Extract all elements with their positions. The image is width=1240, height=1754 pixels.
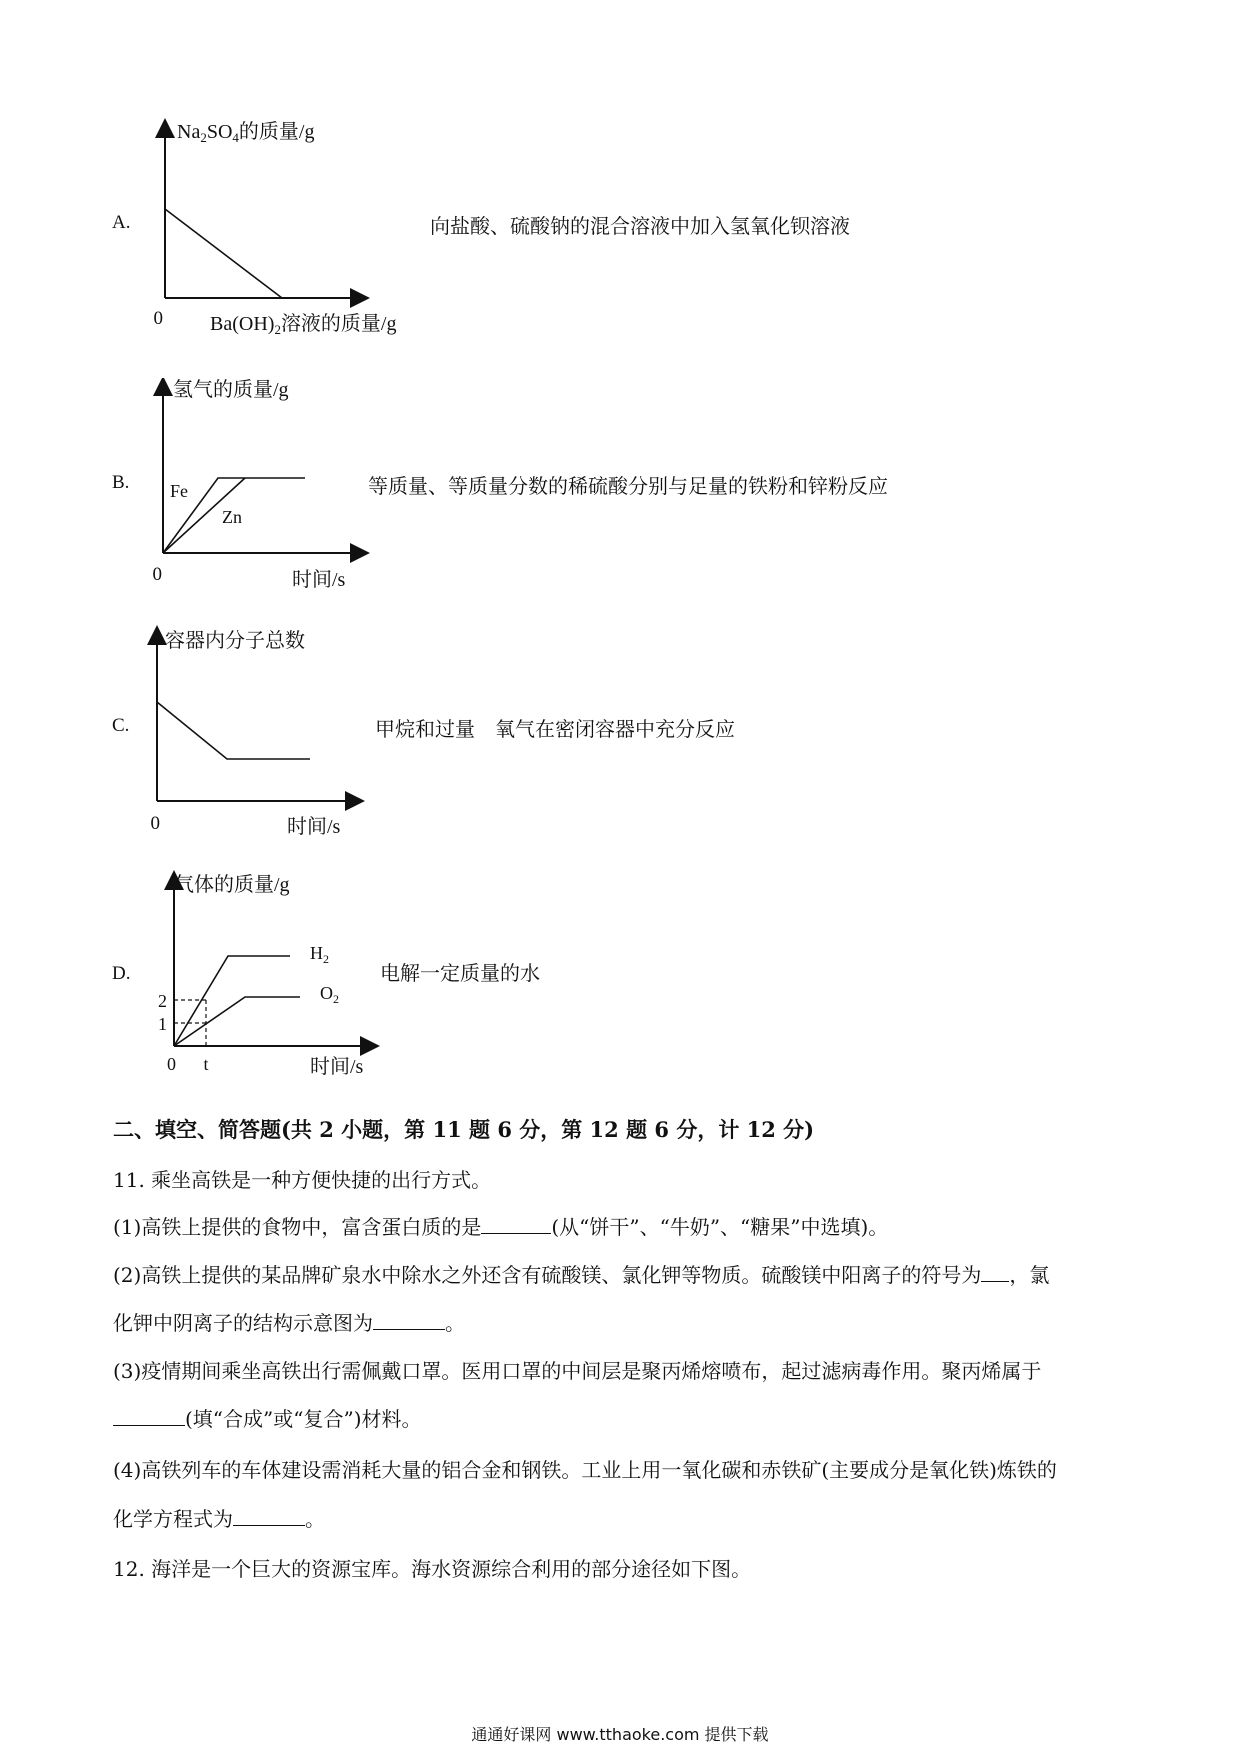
option-b-letter: B. xyxy=(112,472,130,493)
q11-part4-line1: (4)高铁列车的车体建设需消耗大量的铝合金和钢铁。工业上用一氧化碳和赤铁矿(主要成分是氧化铁)炼铁的 xyxy=(113,1458,1057,1482)
q11-part1 xyxy=(113,1214,888,1240)
q11-part1-text-b: (从“饼干”、“牛奶”、“糖果”中选填)。 xyxy=(551,1215,889,1239)
data-line xyxy=(165,209,282,298)
q11-part4-line2 xyxy=(113,1506,325,1532)
x-axis-label: 时间/s xyxy=(287,816,341,838)
option-c-letter: C. xyxy=(112,715,130,736)
q11-part2-text-b: ，氯 xyxy=(1009,1263,1050,1287)
y-axis-label: 容器内分子总数 xyxy=(165,630,305,652)
origin-label: 0 xyxy=(152,564,162,585)
q11-part1-text-a: (1)高铁上提供的食物中，富含蛋白质的是 xyxy=(113,1215,482,1239)
o2-line xyxy=(174,997,300,1046)
answer-blank[interactable] xyxy=(233,1507,305,1526)
answer-blank[interactable] xyxy=(481,1215,551,1234)
q11-stem: 11. 乘坐高铁是一种方便快捷的出行方式。 xyxy=(113,1168,492,1192)
section-heading: 二、填空、简答题(共 2 小题，第 11 题 6 分，第 12 题 6 分，计 12 分) xyxy=(113,1117,815,1142)
q12-stem: 12. 海洋是一个巨大的资源宝库。海水资源综合利用的部分途径如下图。 xyxy=(113,1557,752,1581)
graph-a xyxy=(140,118,440,338)
q11-part3-text-b: (填“合成”或“复合”)材料。 xyxy=(185,1407,422,1431)
series-label-o2: $O_2$ xyxy=(320,983,339,1006)
answer-blank[interactable] xyxy=(373,1311,445,1330)
answer-blank[interactable] xyxy=(113,1407,185,1426)
series-label-fe: Fe xyxy=(170,481,188,501)
q11-part3-line1: (3)疫情期间乘坐高铁出行需佩戴口罩。医用口罩的中间层是聚丙烯熔喷布，起过滤病毒作用。聚丙烯属于 xyxy=(113,1359,1042,1383)
option-d-letter: D. xyxy=(112,963,131,984)
option-a-description: 向盐酸、硫酸钠的混合溶液中加入氢氧化钡溶液 xyxy=(430,214,850,238)
y-tick-1: 1 xyxy=(158,1014,167,1034)
y-axis-label: 气体的质量/g xyxy=(174,874,290,896)
x-axis-label: $Ba(OH)_2$溶液的质量/g xyxy=(210,313,397,337)
origin-label: 0 xyxy=(153,308,163,329)
h2-line xyxy=(174,956,290,1046)
x-axis-label: 时间/s xyxy=(292,569,346,591)
page-footer: 通通好课网 www.tthaoke.com 提供下载 xyxy=(471,1725,769,1744)
q11-part2-text-c: 化钾中阴离子的结构示意图为 xyxy=(113,1311,373,1335)
q11-part2-text-d: 。 xyxy=(445,1311,465,1335)
x-axis-label: 时间/s xyxy=(310,1056,364,1078)
graph-d xyxy=(140,870,390,1080)
q11-part4-text-b: 。 xyxy=(305,1507,325,1531)
q11-part2-line2 xyxy=(113,1310,465,1336)
option-b-description: 等质量、等质量分数的稀硫酸分别与足量的铁粉和锌粉反应 xyxy=(368,474,888,498)
q11-part2-line1 xyxy=(113,1262,1049,1288)
option-d-description: 电解一定质量的水 xyxy=(380,961,540,985)
q11-part4-text-a: 化学方程式为 xyxy=(113,1507,233,1531)
origin-label: 0 xyxy=(150,813,160,834)
y-tick-2: 2 xyxy=(158,991,167,1011)
origin-label: 0 xyxy=(167,1054,176,1074)
q11-part2-text-a: (2)高铁上提供的某品牌矿泉水中除水之外还含有硫酸镁、氯化钾等物质。硫酸镁中阳离子的符号为 xyxy=(113,1263,982,1287)
graph-b xyxy=(140,378,380,596)
series-label-h2: $H_2$ xyxy=(310,943,329,966)
answer-blank[interactable] xyxy=(981,1263,1009,1282)
graph-c xyxy=(140,625,380,845)
x-tick-t: t xyxy=(203,1054,209,1074)
data-line xyxy=(157,702,310,759)
y-axis-label: $Na_2SO_4$的质量/g xyxy=(177,121,315,145)
series-label-zn: Zn xyxy=(222,507,242,527)
q11-part3-line2 xyxy=(113,1406,422,1432)
option-a-letter: A. xyxy=(112,212,131,233)
y-axis-label: 氢气的质量/g xyxy=(173,379,289,401)
option-c-description: 甲烷和过量 氧气在密闭容器中充分反应 xyxy=(375,717,735,741)
